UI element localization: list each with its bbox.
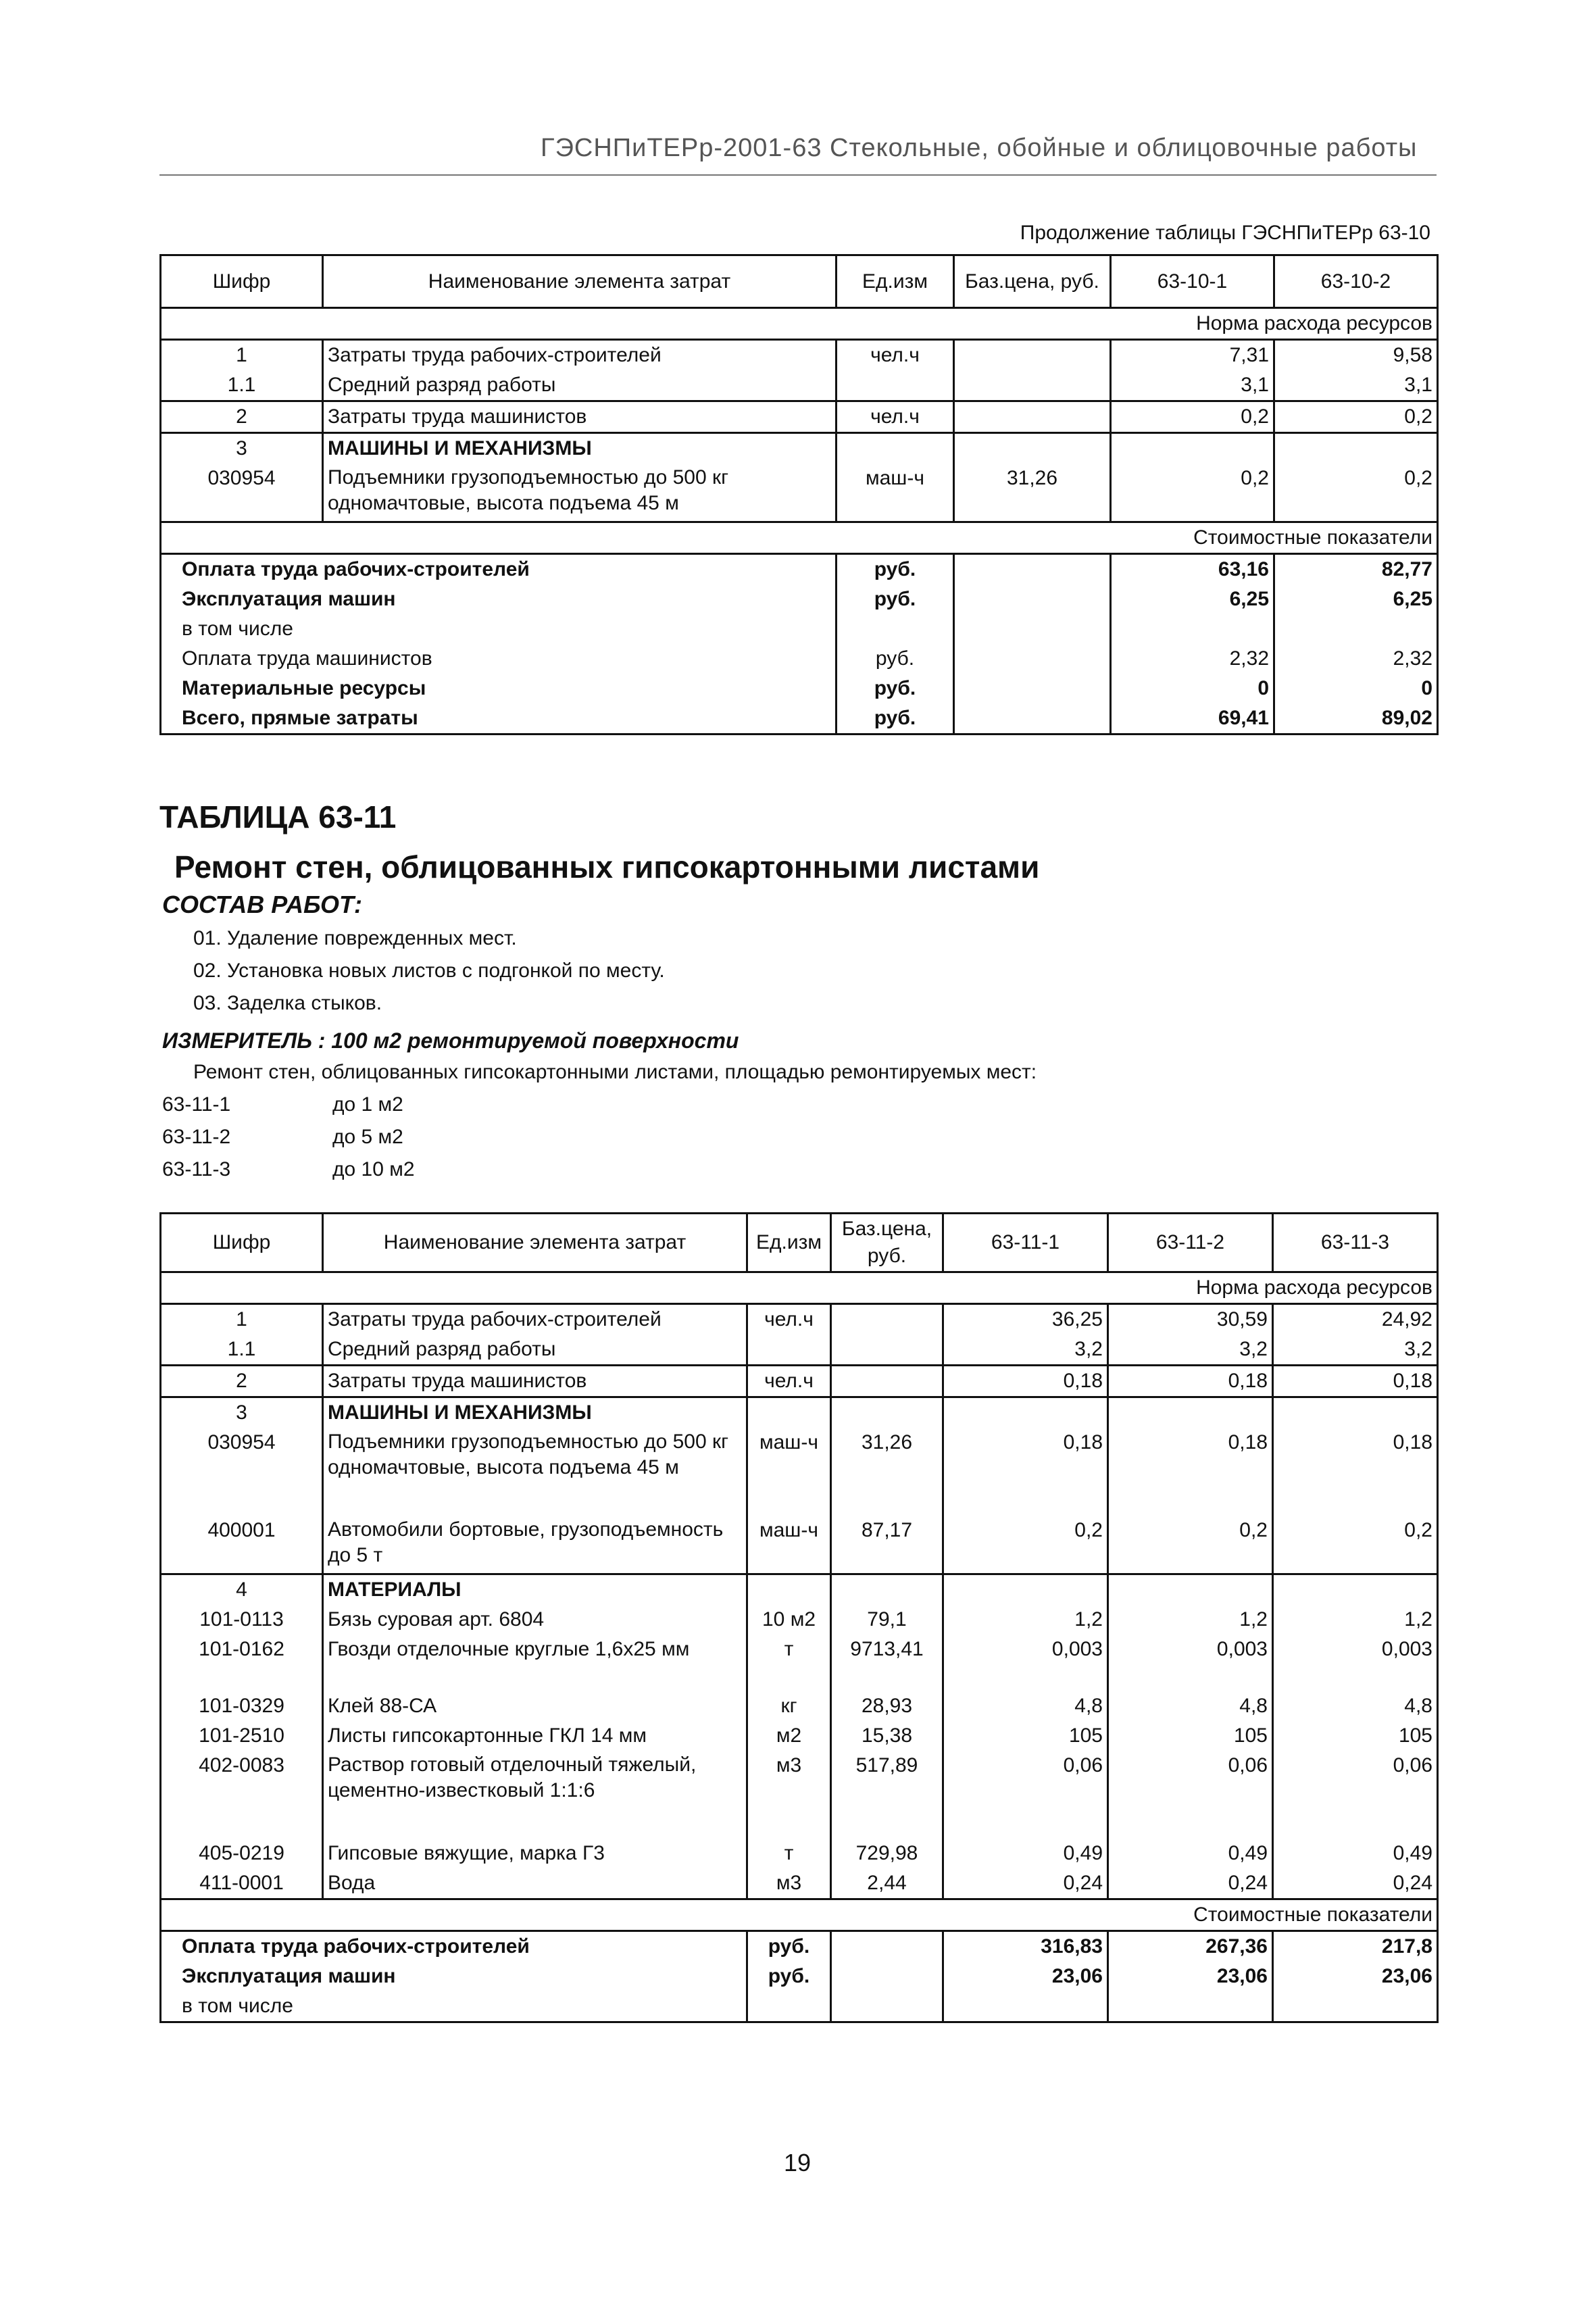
cell-value: 24,92 [1273, 1304, 1438, 1335]
table-row [161, 464, 1438, 522]
cell-value: 316,83 [943, 1931, 1108, 1962]
cell-value: 0,24 [1273, 1868, 1438, 1899]
cell-price [831, 1335, 943, 1366]
cell-code: 1 [161, 1304, 323, 1335]
cell-value: 0,18 [1273, 1366, 1438, 1397]
cell-price [831, 1397, 943, 1428]
cell-value: 105 [1273, 1721, 1438, 1751]
cell-unit [747, 1397, 831, 1428]
cell-value: 30,59 [1108, 1304, 1273, 1335]
cell-value: 0,003 [1108, 1635, 1273, 1691]
cost-row [161, 584, 1438, 614]
cell-name: Подъемники грузоподъемностью до 500 кг одномачтовые, высота подъема 45 м [323, 1428, 747, 1516]
cell-unit [837, 433, 954, 464]
cell-value: 3,1 [1111, 370, 1274, 401]
cell-value: 0,2 [943, 1516, 1108, 1574]
cell-code: 2 [161, 1366, 323, 1397]
page-number: 19 [784, 2149, 812, 2176]
cell-value [943, 1397, 1108, 1428]
cell-name: Гвозди отделочные круглые 1,6х25 мм [323, 1635, 747, 1691]
header-cell: Наименование элемента затрат [323, 255, 837, 308]
cell-value: 4,8 [1108, 1691, 1273, 1721]
cell-code: 3 [161, 433, 323, 464]
cell-name: Раствор готовый отделочный тяжелый, цементно-известковый 1:1:6 [323, 1751, 747, 1839]
cell-code: 2 [161, 401, 323, 433]
cell-value [1274, 614, 1438, 644]
table-row [161, 401, 1438, 433]
table-row [161, 1366, 1438, 1397]
cell-value: 0,003 [943, 1635, 1108, 1691]
cell-value: 0,2 [1108, 1516, 1273, 1574]
rate-value: до 5 м2 [332, 1126, 403, 1148]
cell-value: 2,32 [1274, 644, 1438, 674]
table-row [161, 1721, 1438, 1751]
cell-name: Затраты труда рабочих-строителей [323, 1304, 747, 1335]
table-row [161, 340, 1438, 371]
cell-price: 517,89 [831, 1751, 943, 1839]
cell-value: 0,2 [1274, 401, 1438, 433]
cell-unit: руб. [837, 644, 954, 674]
cell-value: 1,2 [1108, 1605, 1273, 1635]
cell-cost-name: Эксплуатация машин [161, 1962, 747, 1991]
cell-code: 1.1 [161, 1335, 323, 1366]
cell-cost-name: в том числе [161, 1991, 747, 2022]
cell-value: 0,003 [1273, 1635, 1438, 1691]
cell-value: 0,49 [943, 1839, 1108, 1868]
rate-code: 63-11-2 [162, 1126, 231, 1148]
cell-code: 1 [161, 340, 323, 371]
cell-cost-name: Оплата труда рабочих-строителей [161, 1931, 747, 1962]
cell-value: 0,06 [943, 1751, 1108, 1839]
cell-unit: руб. [837, 584, 954, 614]
norma-label: Норма расхода ресурсов [161, 308, 1438, 340]
cell-value [1273, 1574, 1438, 1605]
section-title: ТАБЛИЦА 63-11 [159, 799, 397, 835]
cell-value: 4,8 [1273, 1691, 1438, 1721]
cell-value: 0,24 [943, 1868, 1108, 1899]
cell-value: 0,24 [1108, 1868, 1273, 1899]
header-rule [159, 174, 1437, 176]
cell-value: 0,2 [1111, 401, 1274, 433]
table-row [161, 370, 1438, 401]
table-header-row [161, 1214, 1438, 1272]
cell-value: 89,02 [1274, 703, 1438, 735]
cell-name: Затраты труда машинистов [323, 1366, 747, 1397]
cell-unit: м3 [747, 1751, 831, 1839]
cell-unit: чел.ч [747, 1304, 831, 1335]
table-row [161, 1304, 1438, 1335]
cell-code: 4 [161, 1574, 323, 1605]
cost-row [161, 1931, 1438, 1962]
cell-value: 0,06 [1273, 1751, 1438, 1839]
cell-code: 101-0162 [161, 1635, 323, 1691]
header-cell: Наименование элемента затрат [323, 1214, 747, 1272]
cell-unit: руб. [837, 703, 954, 735]
cell-value: 36,25 [943, 1304, 1108, 1335]
cell-unit: маш-ч [837, 464, 954, 522]
header-cell: 63-10-1 [1111, 255, 1274, 308]
cell-value: 23,06 [943, 1962, 1108, 1991]
cell-unit: м2 [747, 1721, 831, 1751]
header-cell: 63-10-2 [1274, 255, 1438, 308]
header-cell: Шифр [161, 1214, 323, 1272]
cell-value [1274, 433, 1438, 464]
cell-unit: м3 [747, 1868, 831, 1899]
measure-unit: ИЗМЕРИТЕЛЬ : 100 м2 ремонтируемой поверхности [162, 1028, 739, 1053]
cell-value: 82,77 [1274, 553, 1438, 584]
cell-code: 101-0113 [161, 1605, 323, 1635]
cell-value: 0,06 [1108, 1751, 1273, 1839]
cost-row [161, 614, 1438, 644]
cell-cost-name: Эксплуатация машин [161, 584, 837, 614]
cell-price: 729,98 [831, 1839, 943, 1868]
cell-value: 69,41 [1111, 703, 1274, 735]
header-cell: Баз.цена, руб. [831, 1214, 943, 1272]
table-row [161, 1868, 1438, 1899]
cell-value: 0 [1274, 674, 1438, 703]
cell-name: Гипсовые вяжущие, марка Г3 [323, 1839, 747, 1868]
cell-name: Автомобили бортовые, грузоподъемность до 5 т [323, 1516, 747, 1574]
cell-value [1108, 1991, 1273, 2022]
work-step: 03. Заделка стыков. [193, 992, 382, 1014]
cell-code: 411-0001 [161, 1868, 323, 1899]
cell-value: 6,25 [1111, 584, 1274, 614]
cell-value: 0,2 [1273, 1516, 1438, 1574]
header-cell: Ед.изм [837, 255, 954, 308]
table-header-row [161, 255, 1438, 308]
section-subtitle: Ремонт стен, облицованных гипсокартонными листами [174, 849, 1040, 885]
cell-price [954, 401, 1111, 433]
cell-value [943, 1574, 1108, 1605]
cell-value: 3,2 [1108, 1335, 1273, 1366]
cell-unit: т [747, 1635, 831, 1691]
header-cell: Ед.изм [747, 1214, 831, 1272]
cell-name: Вода [323, 1868, 747, 1899]
table-row [161, 1335, 1438, 1366]
table-row [161, 433, 1438, 464]
cell-price [831, 1574, 943, 1605]
cell-name: Бязь суровая арт. 6804 [323, 1605, 747, 1635]
cell-unit: руб. [837, 553, 954, 584]
cell-name: Подъемники грузоподъемностью до 500 кг одномачтовые, высота подъема 45 м [323, 464, 837, 522]
work-step: 02. Установка новых листов с подгонкой по месту. [193, 960, 665, 982]
table-row [161, 1428, 1438, 1516]
cell-code: 3 [161, 1397, 323, 1428]
cell-name: Клей 88-СА [323, 1691, 747, 1721]
table-row [161, 1839, 1438, 1868]
cell-value: 2,32 [1111, 644, 1274, 674]
cell-value: 1,2 [943, 1605, 1108, 1635]
cell-price: 31,26 [954, 464, 1111, 522]
table-row [161, 1691, 1438, 1721]
cell-value: 3,2 [1273, 1335, 1438, 1366]
cost-indicators-label: Стоимостные показатели [161, 522, 1438, 553]
cell-value: 7,31 [1111, 340, 1274, 371]
cell-unit: чел.ч [837, 401, 954, 433]
cell-value: 0,18 [943, 1366, 1108, 1397]
cell-value: 23,06 [1108, 1962, 1273, 1991]
cell-unit [837, 614, 954, 644]
cell-value: 3,1 [1274, 370, 1438, 401]
cell-unit [837, 370, 954, 401]
running-header: ГЭСНПиТЕРр-2001-63 Стекольные, обойные и облицовочные работы [541, 134, 1418, 162]
cell-value: 267,36 [1108, 1931, 1273, 1962]
cost-row [161, 703, 1438, 735]
cost-row [161, 553, 1438, 584]
cell-value [943, 1991, 1108, 2022]
cell-cost-name: Оплата труда рабочих-строителей [161, 553, 837, 584]
cell-price [954, 370, 1111, 401]
cell-value: 0,49 [1273, 1839, 1438, 1868]
cell-value: 6,25 [1274, 584, 1438, 614]
work-step: 01. Удаление поврежденных мест. [193, 927, 517, 949]
cell-value: 3,2 [943, 1335, 1108, 1366]
header-cell: Шифр [161, 255, 323, 308]
cell-value: 4,8 [943, 1691, 1108, 1721]
header-cell: 63-11-2 [1108, 1214, 1273, 1272]
cell-unit: кг [747, 1691, 831, 1721]
cell-cost-name: Материальные ресурсы [161, 674, 837, 703]
norma-label: Норма расхода ресурсов [161, 1272, 1438, 1304]
cell-unit: маш-ч [747, 1516, 831, 1574]
cell-price: 31,26 [831, 1428, 943, 1516]
cell-price: 87,17 [831, 1516, 943, 1574]
table-continuation-caption: Продолжение таблицы ГЭСНПиТЕРр 63-10 [1020, 222, 1430, 244]
cell-code: 405-0219 [161, 1839, 323, 1868]
cell-section-title: МАТЕРИАЛЫ [323, 1574, 747, 1605]
cell-unit: чел.ч [837, 340, 954, 371]
cell-code: 402-0083 [161, 1751, 323, 1839]
cost-row [161, 1962, 1438, 1991]
repair-description: Ремонт стен, облицованных гипсокартонными листами, площадью ремонтируемых мест: [193, 1061, 1037, 1083]
cell-price: 2,44 [831, 1868, 943, 1899]
cell-value: 0,18 [1108, 1428, 1273, 1516]
cell-value: 63,16 [1111, 553, 1274, 584]
table-row [161, 1516, 1438, 1574]
cost-indicators-label: Стоимостные показатели [161, 1899, 1438, 1931]
cell-unit: маш-ч [747, 1428, 831, 1516]
cell-price [831, 1366, 943, 1397]
cell-value: 0,18 [943, 1428, 1108, 1516]
cell-price: 9713,41 [831, 1635, 943, 1691]
table-row [161, 1397, 1438, 1428]
cell-code: 030954 [161, 464, 323, 522]
cell-value: 105 [1108, 1721, 1273, 1751]
cell-price: 28,93 [831, 1691, 943, 1721]
cell-unit: 10 м2 [747, 1605, 831, 1635]
cell-value: 1,2 [1273, 1605, 1438, 1635]
cell-value: 9,58 [1274, 340, 1438, 371]
cell-value [1108, 1574, 1273, 1605]
cell-cost-name: в том числе [161, 614, 837, 644]
cell-name: Листы гипсокартонные ГКЛ 14 мм [323, 1721, 747, 1751]
cell-name: Затраты труда машинистов [323, 401, 837, 433]
cell-unit: руб. [747, 1931, 831, 1962]
cell-code: 101-2510 [161, 1721, 323, 1751]
table-63-10 [159, 254, 1439, 735]
cell-cost-name: Оплата труда машинистов [161, 644, 837, 674]
cell-section-title: МАШИНЫ И МЕХАНИЗМЫ [323, 1397, 747, 1428]
cell-unit [747, 1991, 831, 2022]
cell-value [1111, 433, 1274, 464]
cell-value: 217,8 [1273, 1931, 1438, 1962]
cell-name: Средний разряд работы [323, 370, 837, 401]
cost-row [161, 644, 1438, 674]
cell-unit [747, 1574, 831, 1605]
cell-price: 15,38 [831, 1721, 943, 1751]
cell-value [1273, 1991, 1438, 2022]
cost-row [161, 1991, 1438, 2022]
rate-code: 63-11-3 [162, 1158, 231, 1180]
rate-code: 63-11-1 [162, 1093, 231, 1116]
cell-name: Средний разряд работы [323, 1335, 747, 1366]
cell-cost-name: Всего, прямые затраты [161, 703, 837, 735]
rate-value: до 10 м2 [332, 1158, 415, 1180]
cell-value: 0,2 [1111, 464, 1274, 522]
cost-row [161, 674, 1438, 703]
cell-value: 105 [943, 1721, 1108, 1751]
cell-unit: руб. [837, 674, 954, 703]
cell-code: 400001 [161, 1516, 323, 1574]
cell-value: 0,2 [1274, 464, 1438, 522]
cell-value: 0,18 [1273, 1428, 1438, 1516]
cell-value [1111, 614, 1274, 644]
cell-code: 030954 [161, 1428, 323, 1516]
cell-value [1273, 1397, 1438, 1428]
table-row [161, 1605, 1438, 1635]
cell-unit: руб. [747, 1962, 831, 1991]
cell-code: 101-0329 [161, 1691, 323, 1721]
header-cell: 63-11-1 [943, 1214, 1108, 1272]
cell-value [1108, 1397, 1273, 1428]
cell-price [954, 340, 1111, 371]
work-composition-heading: СОСТАВ РАБОТ: [162, 891, 362, 918]
cell-unit: т [747, 1839, 831, 1868]
table-row [161, 1635, 1438, 1691]
cell-value: 23,06 [1273, 1962, 1438, 1991]
cell-price [954, 433, 1111, 464]
cell-code: 1.1 [161, 370, 323, 401]
header-cell: 63-11-3 [1273, 1214, 1438, 1272]
cell-unit [747, 1335, 831, 1366]
table-row [161, 1574, 1438, 1605]
cell-unit: чел.ч [747, 1366, 831, 1397]
cell-value: 0 [1111, 674, 1274, 703]
cell-name: Затраты труда рабочих-строителей [323, 340, 837, 371]
header-cell: Баз.цена, руб. [954, 255, 1111, 308]
cell-price [831, 1304, 943, 1335]
cell-section-title: МАШИНЫ И МЕХАНИЗМЫ [323, 433, 837, 464]
cell-value: 0,18 [1108, 1366, 1273, 1397]
rate-value: до 1 м2 [332, 1093, 403, 1116]
table-63-11 [159, 1212, 1439, 2023]
cell-value: 0,49 [1108, 1839, 1273, 1868]
cell-price: 79,1 [831, 1605, 943, 1635]
table-row [161, 1751, 1438, 1839]
